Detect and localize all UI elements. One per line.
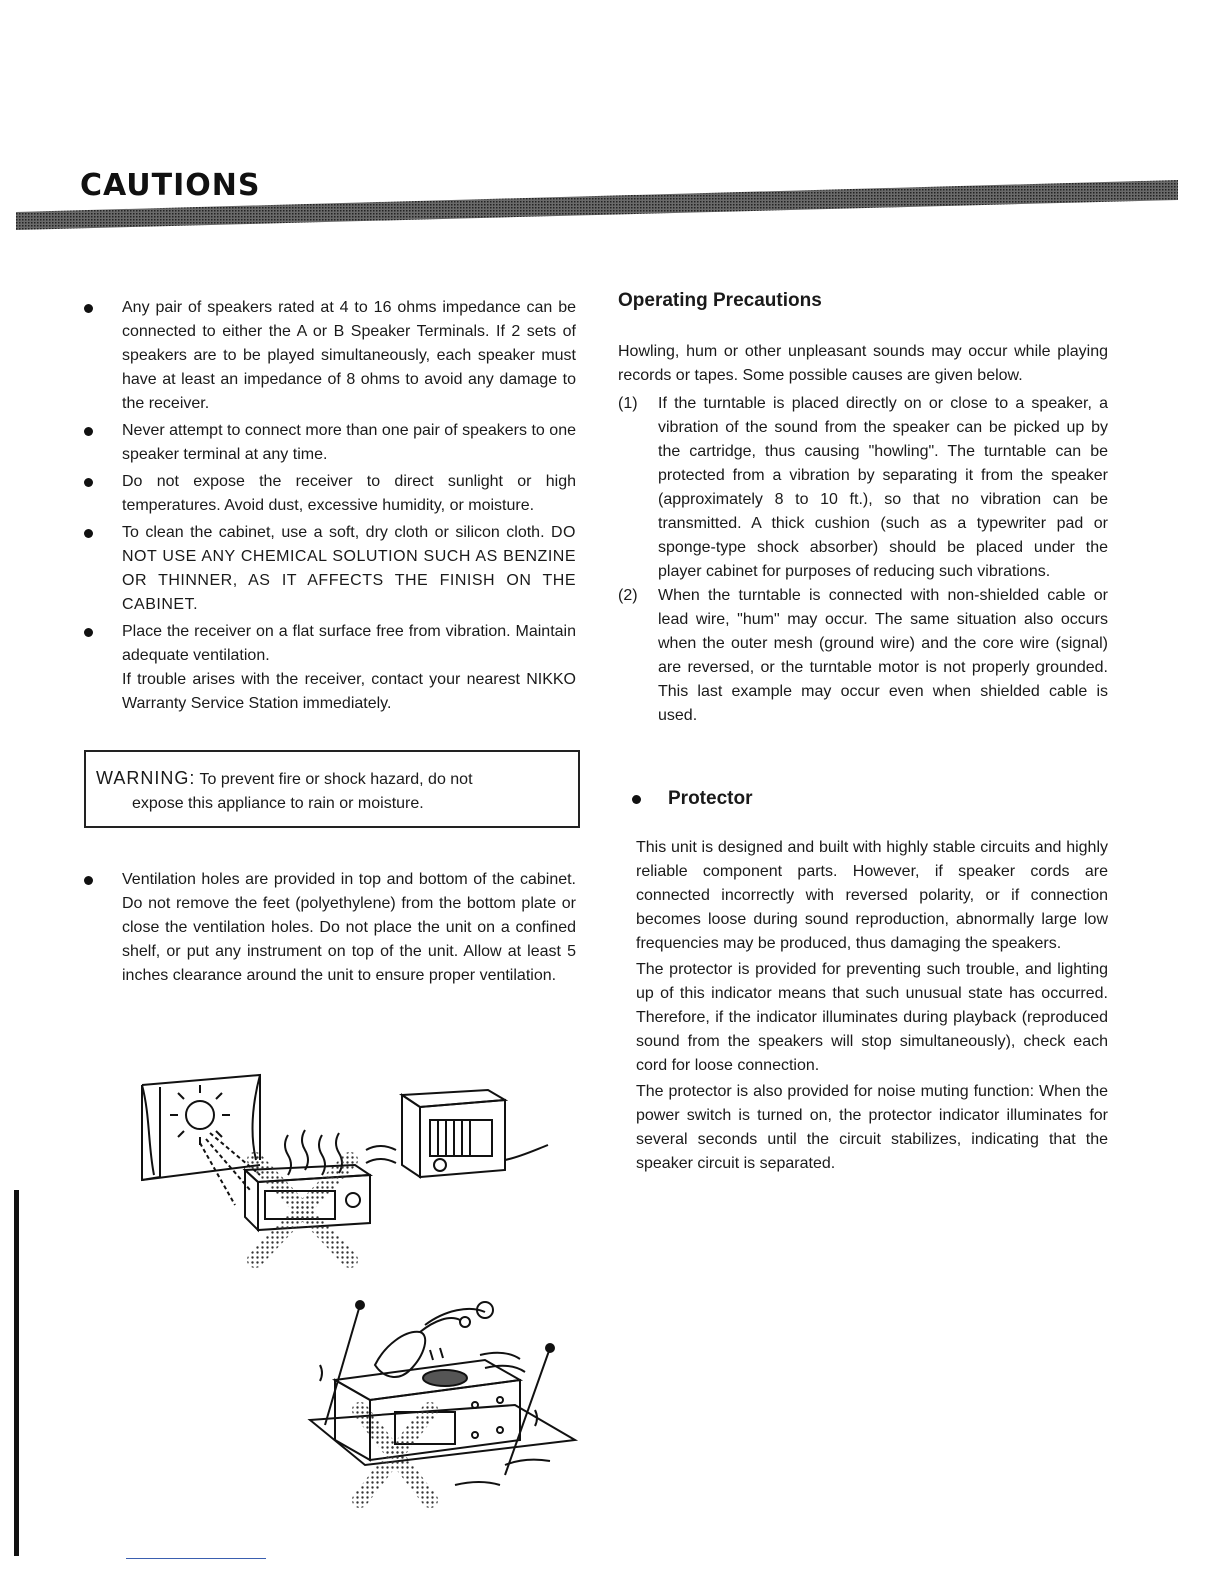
bullet-icon — [84, 304, 93, 313]
protector-heading — [618, 788, 1108, 810]
footer-line — [126, 1558, 266, 1559]
warning-label: WARNING: — [96, 768, 196, 788]
caution-text: Never attempt to connect more than one pair of speakers to one speaker terminal at any time. — [122, 422, 576, 463]
precaution-item-howling — [618, 392, 1108, 584]
precaution-text: If the turntable is placed directly on or close to a speaker, a vibration of the sound from the speaker can be picked up by the cartridge, thus causing "howling". The turntable can be protected from a vibration by separating it from the speaker (approximately 8 to 10 ft.), so that no vibration can be transmitted. A thick cushion (such as a typewriter pad or sponge-type shock absorber) should be placed under the player cabinet for purposes of reducing such vibrations. — [658, 395, 1108, 580]
bullet-icon — [632, 795, 641, 804]
operating-precautions-list — [618, 392, 1108, 728]
water-spill-illustration — [305, 1300, 580, 1510]
bullet-icon — [84, 478, 93, 487]
warning-text-line1: To prevent fire or shock hazard, do not — [199, 771, 473, 788]
warning-text-line2: expose this appliance to rain or moisture. — [132, 795, 424, 812]
item-number: (2) — [618, 587, 638, 604]
title-underline-bar — [16, 180, 1178, 230]
caution-text: Do not expose the receiver to direct sunlight or high temperatures. Avoid dust, excessive humidity, or moisture. — [122, 473, 576, 514]
right-column — [618, 290, 1108, 1178]
page-title: CAUTIONS — [80, 168, 261, 203]
protector-paragraph: The protector is provided for preventing such trouble, and lighting up of this indicator means that such unusual state has occurred. Therefore, if the indicator illuminates during playback (reproduced sound from the speakers will stop simultaneously), check each cord for loose connection. — [636, 961, 1108, 1074]
caution-text — [122, 521, 576, 617]
bullet-icon — [84, 876, 93, 885]
bullet-icon — [84, 529, 93, 538]
ventilation-list — [84, 868, 576, 988]
caution-item-terminal — [84, 419, 576, 467]
precaution-item-hum — [618, 584, 1108, 728]
bullet-icon — [84, 628, 93, 637]
caution-item-ventilation — [84, 868, 576, 988]
bullet-icon — [84, 427, 93, 436]
protector-paragraph: The protector is also provided for noise muting function: When the power switch is turned on, the protector indicator illuminates for several seconds until the circuit stabilizes, indicating that the speaker circuit is separated. — [636, 1083, 1108, 1172]
protector-body — [618, 836, 1108, 1176]
caution-item-cleaning — [84, 521, 576, 617]
caution-item-sunlight — [84, 470, 576, 518]
ventilation-text: Ventilation holes are provided in top and bottom of the cabinet. Do not remove the feet (polyethylene) from the bottom plate or close the ventilation holes. Do not place the unit on a confined shelf, or put any instrument on top of the unit. Allow at least 5 inches clearance around the unit to ensure proper ventilation. — [122, 871, 576, 984]
caution-item-speakers — [84, 296, 576, 416]
operating-precautions-heading: Operating Precautions — [618, 290, 822, 311]
cleaning-instruction: To clean the cabinet, use a soft, dry cloth or silicon cloth. — [122, 524, 545, 541]
binding-edge-mark — [14, 1190, 19, 1556]
warning-box — [84, 750, 580, 828]
protector-heading-text: Protector — [668, 788, 753, 809]
left-column — [84, 296, 576, 991]
caution-list — [84, 296, 576, 716]
placement-text: Place the receiver on a flat surface free from vibration. Maintain adequate ventilation. — [122, 623, 576, 664]
precaution-text: When the turntable is connected with non-shielded cable or lead wire, "hum" may occur. The same situation also occurs when the outer mesh (ground wire) and the core wire (signal) are reversed, or the turntable motor is not properly grounded. This last example may occur even when shielded cable is used. — [658, 587, 1108, 724]
item-number: (1) — [618, 395, 638, 412]
chemical-warning: DO NOT USE ANY CHEMICAL SOLUTION SUCH AS BENZINE OR THINNER, AS IT AFFECTS THE FINISH ON THE CABINET. — [122, 524, 576, 613]
operating-intro: Howling, hum or other unpleasant sounds may occur while playing records or tapes. Some possible causes are given below. — [618, 343, 1108, 384]
caution-text: Any pair of speakers rated at 4 to 16 ohms impedance can be connected to either the A or B Speaker Terminals. If 2 sets of speakers are to be played simultaneously, each speaker must have at least an impedance of 8 ohms to avoid any damage to the receiver. — [122, 299, 576, 412]
caution-item-placement — [84, 620, 576, 716]
protector-paragraph: This unit is designed and built with highly stable circuits and highly reliable component parts. However, if speaker cords are connected incorrectly with reversed polarity, or if connection becomes loose during sound reproduction, abnormally large low frequencies may be produced, thus damaging the speakers. — [636, 839, 1108, 952]
trouble-text: If trouble arises with the receiver, contact your nearest NIKKO Warranty Service Station immediately. — [122, 671, 576, 712]
heat-sunlight-illustration — [140, 1065, 560, 1275]
